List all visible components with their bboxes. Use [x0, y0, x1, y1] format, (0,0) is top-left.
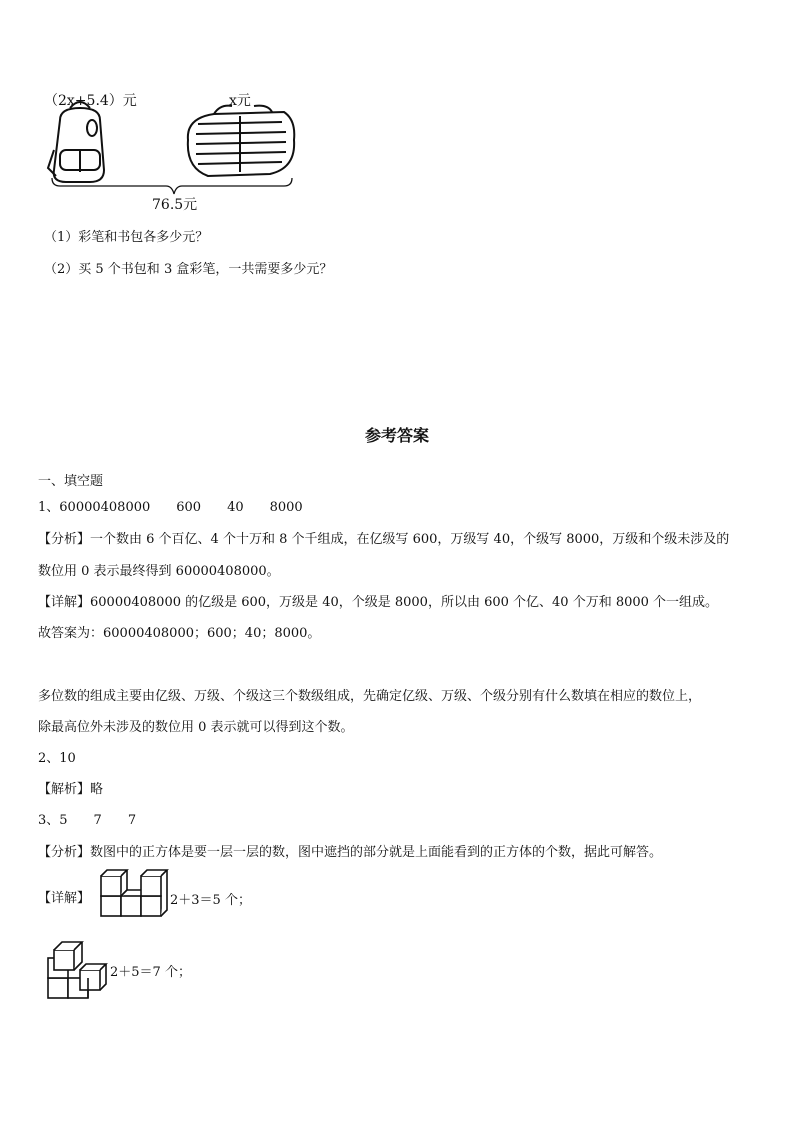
- section-heading: 一、填空题: [38, 474, 104, 489]
- answer-3-formula-1: 2＋3＝5 个；: [170, 893, 251, 908]
- answer-1-summary: 多位数的组成主要由亿级、万级、个级这三个数级组成，先确定亿级、万级、个级分别有什么数填在相应的数位上，: [38, 689, 702, 704]
- answer-3-line: 3、5 7 7: [38, 813, 137, 828]
- answer-2-line: 2、10: [38, 751, 76, 766]
- answer-1-summary-cont: 除最高位外未涉及的数位用 0 表示就可以得到这个数。: [38, 720, 354, 735]
- answer-1-analysis: 【分析】一个数由 6 个百亿、4 个十万和 8 个千组成，在亿级写 600，万级写 40，个级写 8000，万级和个级未涉及的: [38, 532, 730, 547]
- question-2: （2）买 5 个书包和 3 盒彩笔，一共需要多少元？: [44, 262, 333, 277]
- answer-3-formula-2: 2＋5＝7 个；: [110, 965, 191, 980]
- answer-1-conclusion: 故答案为：60000408000；600；40；8000。: [38, 626, 321, 641]
- answer-1-analysis-cont: 数位用 0 表示最终得到 60000408000。: [38, 564, 280, 579]
- figure-drawing: [0, 0, 794, 260]
- answer-1-line: 1、60000408000 600 40 8000: [38, 500, 303, 515]
- answer-3-analysis: 【分析】数图中的正方体是要一层一层的数，图中遮挡的部分就是上面能看到的正方体的个数，据此可解答。: [38, 845, 663, 860]
- pens-price-label: x元: [229, 93, 251, 109]
- answer-3-detail-label: 【详解】: [38, 891, 91, 906]
- answer-2-explain: 【解析】略: [38, 782, 104, 797]
- cube-figure-1: [101, 870, 167, 916]
- answers-title: 参考答案: [364, 426, 429, 445]
- total-brace: [52, 178, 292, 194]
- colored-pens-icon: [188, 106, 294, 176]
- answer-1-detail: 【详解】60000408000 的亿级是 600，万级是 40，个级是 8000，所以由 600 个亿、40 个万和 8000 个一组成。: [38, 595, 719, 610]
- question-1: （1）彩笔和书包各多少元？: [44, 230, 209, 245]
- cube-figure-2: [48, 942, 106, 998]
- backpack-icon: [48, 102, 104, 182]
- total-price-label: 76.5元: [152, 197, 198, 213]
- backpack-price-label: （2x+5.4）元: [44, 93, 137, 109]
